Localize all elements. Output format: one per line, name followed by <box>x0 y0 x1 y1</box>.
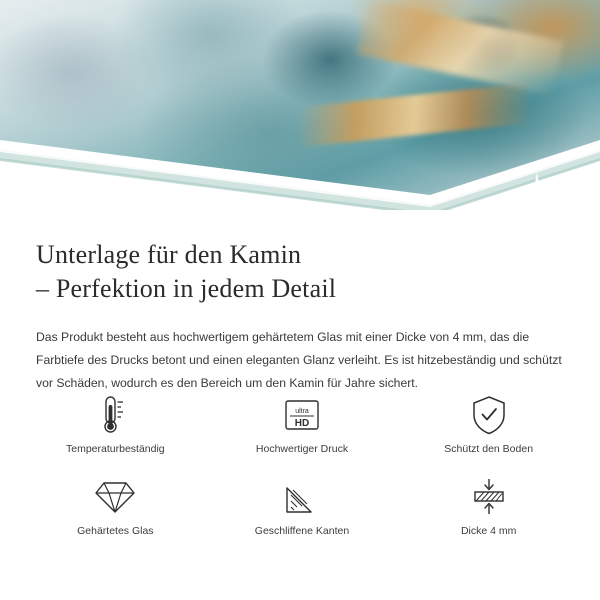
feature-label: Schützt den Boden <box>444 443 534 455</box>
thermometer-icon <box>85 393 145 437</box>
feature-item-temperature <box>22 393 209 465</box>
content-block <box>0 210 600 395</box>
product-description: Das Produkt besteht aus hochwertigem gehärtetem Glas mit einer Dicke von 4 mm, das die Farbtiefe des Drucks betont und einen eleganten Glanz verleiht. Es ist hitzebeständig und schützt vor Schäden, wodurch es den Bereich um den Kamin für Jahre sichert. <box>36 330 562 390</box>
diamond-icon <box>85 475 145 519</box>
feature-label: Temperaturbeständig <box>66 443 165 455</box>
ultra-hd-icon <box>272 393 332 437</box>
page-title <box>36 238 536 306</box>
headline-line-2: – Perfektion in jedem Detail <box>36 274 337 303</box>
feature-item-polished-edges <box>209 475 396 547</box>
feature-item-thickness <box>395 475 582 547</box>
feature-item-floor-protection <box>395 393 582 465</box>
feature-label: Dicke 4 mm <box>460 525 517 537</box>
svg-text:ultra: ultra <box>295 408 309 415</box>
headline-line-1: Unterlage für den Kamin <box>36 240 302 269</box>
hero-image <box>0 0 600 210</box>
feature-item-tempered-glass <box>22 475 209 547</box>
svg-text:HD: HD <box>294 418 310 429</box>
feature-grid <box>22 393 582 547</box>
feature-item-print-quality <box>209 393 396 465</box>
feature-label: Hochwertiger Druck <box>255 443 349 455</box>
shield-check-icon <box>459 393 519 437</box>
thickness-icon <box>459 475 519 519</box>
feature-label: Geschliffene Kanten <box>254 525 350 537</box>
sparkle-icon <box>519 170 555 206</box>
feature-label: Gehärtetes Glas <box>77 525 154 537</box>
polished-edges-icon <box>272 475 332 519</box>
